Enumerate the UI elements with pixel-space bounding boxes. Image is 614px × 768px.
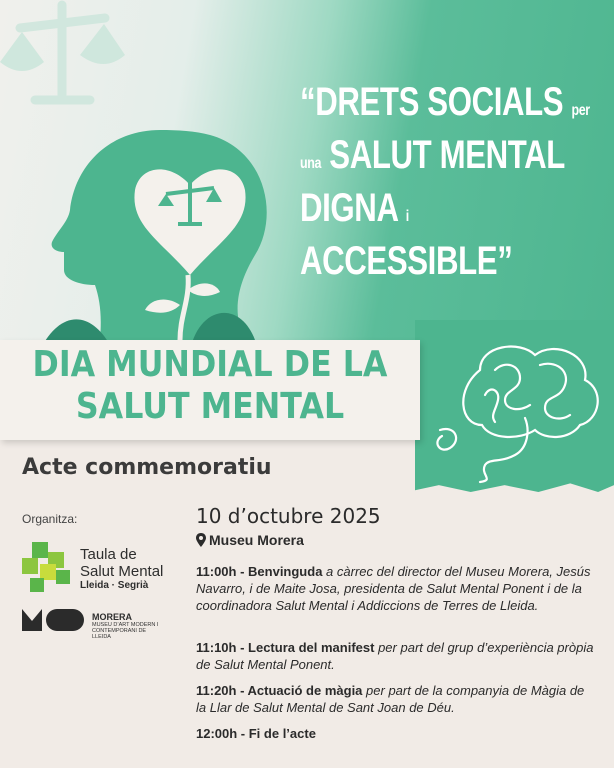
event-date: 10 d’octubre 2025 <box>196 504 381 528</box>
head-profile-illustration <box>40 110 280 350</box>
program-item: 11:00h - Benvinguda a càrrec del director del Museu Morera, Jesús Navarro, i de Maite Josa, presidenta de Salut Mental Ponent i de la coordinadora Salut Mental i Addiccions de Terres de Lleida. <box>196 564 591 613</box>
banner-title <box>25 344 395 428</box>
program-item: 11:10h - Lectura del manifest per part del grup d’experiència pròpia de Salut Mental Ponent. <box>196 640 594 672</box>
location-pin-icon <box>196 533 206 547</box>
program-item: 12:00h - Fi de l’acte <box>196 726 316 741</box>
program-item: 11:20h - Actuació de màgia per part de la companyia de Màgia de la Llar de Salut Mental de Sant Joan de Déu. <box>196 683 585 715</box>
scale-of-justice-icon <box>0 0 125 120</box>
morera-logo-icon <box>22 609 84 631</box>
brain-icon <box>420 330 610 490</box>
taula-name: Taula de Salut Mental <box>80 546 164 580</box>
banner-line-2: SALUT MENTAL <box>75 386 345 427</box>
taula-subtitle: Lleida · Segrià <box>80 580 149 591</box>
banner-line-1: DIA MUNDIAL DE LA <box>32 344 388 385</box>
event-venue: Museu Morera <box>196 532 304 548</box>
morera-name: MORERA <box>92 612 132 622</box>
organizers-label: Organitza: <box>22 512 78 526</box>
event-subtitle: Acte commemoratiu <box>22 455 272 480</box>
puzzle-logo-icon <box>18 538 76 596</box>
quote-headline: “DRETS SOCIALS per una SALUT MENTAL DIGNA i ACCESSIBLE” <box>300 80 590 283</box>
morera-subtitle: MUSEU D’ART MODERN I CONTEMPORANI DE LLEIDA <box>92 622 159 640</box>
